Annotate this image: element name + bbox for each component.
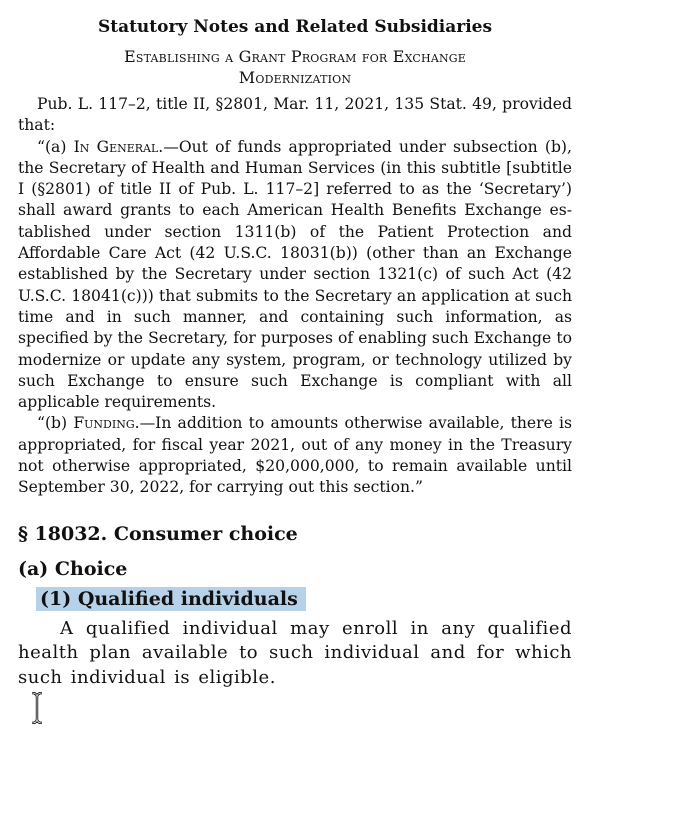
grant-program-heading-line2: Modernization [238,68,352,87]
statutory-note-body [18,94,572,499]
paragraph-1-text[interactable]: A qualified individual may enroll in any qualified health plan available to such individual and for which such individual is eligible. [18,617,572,688]
text-cursor-icon [30,692,44,724]
note-paragraph-a-heading: In General [73,137,159,156]
note-paragraph-a-text: .—Out of funds appropriated under subsection (b), the Secretary of Health and Human Services (in this subtitle [subtitle I (§2801) of title II of Pub. L. 117–2] referred to as the ‘Secretary’) shall award grants to each American Health Benefits Exchange established under section 1311(b) of the Patient Protection and Affordable Care Act (42 U.S.C. 18031(b)) (other than an Exchange established by the Secretary under section 1321(c) of such Act (42 U.S.C. 18041(c))) that submits to the Secretary an application at such time and in such manner, and containing such information, as specified by the Secretary, for purposes of enabling such Exchange to modernize or update any system, program, or technology utilized by such Exchange to ensure such Exchange is compliant with all applicable requirements. [18,137,572,412]
note-paragraph-b-heading: Funding [73,414,135,433]
note-paragraph-a-prefix: “(a) [37,137,74,156]
note-intro: Pub. L. 117–2, title II, §2801, Mar. 11, 2021, 135 Stat. 49, provided that: [18,95,572,135]
paragraph-1-heading-selected[interactable]: (1) Qualified individuals [36,587,306,611]
statutory-notes-heading: Statutory Notes and Related Subsidiaries [97,17,493,37]
grant-program-heading [18,46,572,88]
grant-program-heading-line1: Establishing a Grant Program for Exchange [123,47,467,66]
section-18032-title: § 18032. Consumer choice [18,522,298,545]
subsection-a-heading: (a) Choice [18,557,128,580]
note-paragraph-b-prefix: “(b) [37,414,74,433]
paragraph-1 [18,587,572,691]
document-page [18,14,572,690]
note-paragraph-b-text: .—In addition to amounts otherwise available, there is appropriated, for fiscal year 2021, out of any money in the Treasury not otherwise appropriated, $20,000,000, to remain available until September 30, 2022, for carrying out this section.” [18,414,572,497]
note-paragraph-a [18,137,572,414]
note-paragraph-b [18,413,572,498]
